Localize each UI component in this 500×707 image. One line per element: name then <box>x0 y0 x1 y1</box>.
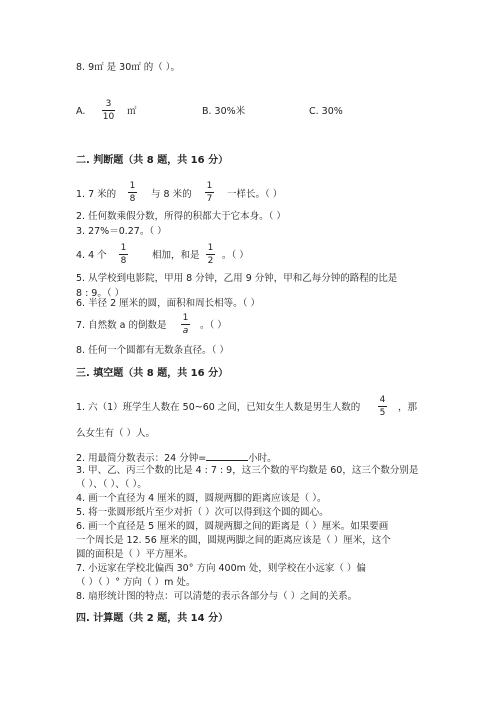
judge-q1-fraction-1 <box>128 181 137 204</box>
judge-q4-fraction-1 <box>119 243 128 266</box>
fraction-denominator: 7 <box>206 194 213 204</box>
fraction-denominator: 10 <box>102 112 115 122</box>
section-2-title: 二. 判断题（共 8 题，共 16 分） <box>76 155 229 166</box>
fraction-denominator: 8 <box>129 194 136 204</box>
fraction-denominator: 5 <box>379 408 386 418</box>
judge-q4-part1: 4. 4 个 <box>76 250 107 261</box>
fraction-numerator: 1 <box>207 243 214 253</box>
judge-q4-part2: 相加，和是 <box>152 250 200 261</box>
answer-blank <box>206 451 248 461</box>
option-a-fraction <box>102 99 115 122</box>
fraction-numerator: 1 <box>129 181 136 191</box>
fill-q1-line1-end: ，那 <box>398 402 418 413</box>
fill-q2-end: 小时。 <box>248 453 277 464</box>
judge-q1-part3: 一样长。（ ） <box>227 189 283 200</box>
judge-q4-part3: 。（ ） <box>222 250 249 261</box>
fraction-bar <box>206 254 215 255</box>
fraction-numerator: 3 <box>105 99 112 109</box>
section-3-title: 三. 填空题（共 8 题，共 16 分） <box>76 368 229 379</box>
fill-q7-line2: （ ）（ ）° 方向（ ）m 处。 <box>76 577 196 588</box>
judge-q7-part2: 。（ ） <box>200 320 227 331</box>
judge-q8: 8. 任何一个圆都有无数条直径。（ ） <box>76 345 229 356</box>
fill-q1-line2: 么女生有（ ）人。 <box>76 428 156 439</box>
fraction-bar <box>128 192 137 193</box>
judge-q7-part1: 7. 自然数 a 的倒数是 <box>76 320 167 331</box>
judge-q1-part1: 1. 7 米的 <box>76 189 117 200</box>
fraction-denominator: a <box>182 326 189 336</box>
fraction-denominator: 2 <box>207 256 214 266</box>
judge-q5-line1: 5. 从学校到电影院，甲用 8 分钟，乙用 9 分钟，甲和乙每分钟的路程的比是 <box>76 273 398 284</box>
section-4-title: 四. 计算题（共 2 题，共 14 分） <box>76 613 229 624</box>
judge-q2: 2. 任何数乘假分数，所得的积都大于它本身。（ ） <box>76 211 286 222</box>
judge-q1-fraction-2 <box>205 181 214 204</box>
fraction-bar <box>205 192 214 193</box>
fill-q6-line1: 6. 画一个直径是 5 厘米的圆，圆规两脚之间的距离是（ ）厘米。如果要画 <box>76 521 389 532</box>
fill-q3-line2: （ ）、（ ）、（ ）。 <box>76 479 147 490</box>
fraction-numerator: 1 <box>206 181 213 191</box>
judge-q3: 3. 27%＝0.27。（ ） <box>76 226 167 237</box>
fill-q6-line3: 圆的面积是（ ）平方厘米。 <box>76 549 194 560</box>
judge-q7-fraction <box>181 313 190 336</box>
option-a-label: A. <box>76 106 86 117</box>
fill-q3-line1: 3. 甲、乙、丙三个数的比是 4 : 7 : 9，这三个数的平均数是 60，这三个数分别是 <box>76 465 419 476</box>
fraction-numerator: 4 <box>379 395 386 405</box>
fill-q5: 5. 将一张圆形纸片至少对折（ ）次可以得到这个圆的圆心。 <box>76 507 329 518</box>
option-c: C. 30% <box>309 106 343 117</box>
fill-q8: 8. 扇形统计图的特点：可以清楚的表示各部分与（ ）之间的关系。 <box>76 591 358 602</box>
fraction-numerator: 1 <box>120 243 127 253</box>
fill-q2 <box>76 451 277 465</box>
judge-q5-line2: 8 : 9。（ ） <box>76 288 125 299</box>
fill-q7-line1: 7. 小远家在学校北偏西 30° 方向 400m 处，则学校在小远家（ ）偏 <box>76 563 366 574</box>
fraction-bar <box>378 406 387 407</box>
judge-q6: 6. 半径 2 厘米的圆，面积和周长相等。（ ） <box>76 298 260 309</box>
fraction-bar <box>119 254 128 255</box>
judge-q1-part2: 与 8 米的 <box>151 189 192 200</box>
fill-q1-line1: 1. 六（1）班学生人数在 50~60 之间，已知女生人数是男生人数的 <box>76 402 361 413</box>
judge-q4-fraction-2 <box>206 243 215 266</box>
option-b: B. 30%米 <box>202 106 246 117</box>
fill-q1-fraction <box>378 395 387 418</box>
fraction-bar <box>181 324 190 325</box>
fraction-numerator: 1 <box>182 313 189 323</box>
question-8-stem: 8. 9㎡ 是 30㎡ 的（ ）。 <box>76 62 181 73</box>
fill-q6-line2: 一个周长是 12. 56 厘米的圆，圆规两脚之间的距离应该是（ ）厘米，这个 <box>76 535 391 546</box>
fill-q4: 4. 画一个直径为 4 厘米的圆，圆规两脚的距离应该是（ ）。 <box>76 493 327 504</box>
option-a-unit: ㎡ <box>127 106 137 117</box>
fraction-bar <box>102 110 115 111</box>
fill-q2-text: 2. 用最简分数表示：24 分钟= <box>76 453 207 464</box>
fraction-denominator: 8 <box>120 256 127 266</box>
